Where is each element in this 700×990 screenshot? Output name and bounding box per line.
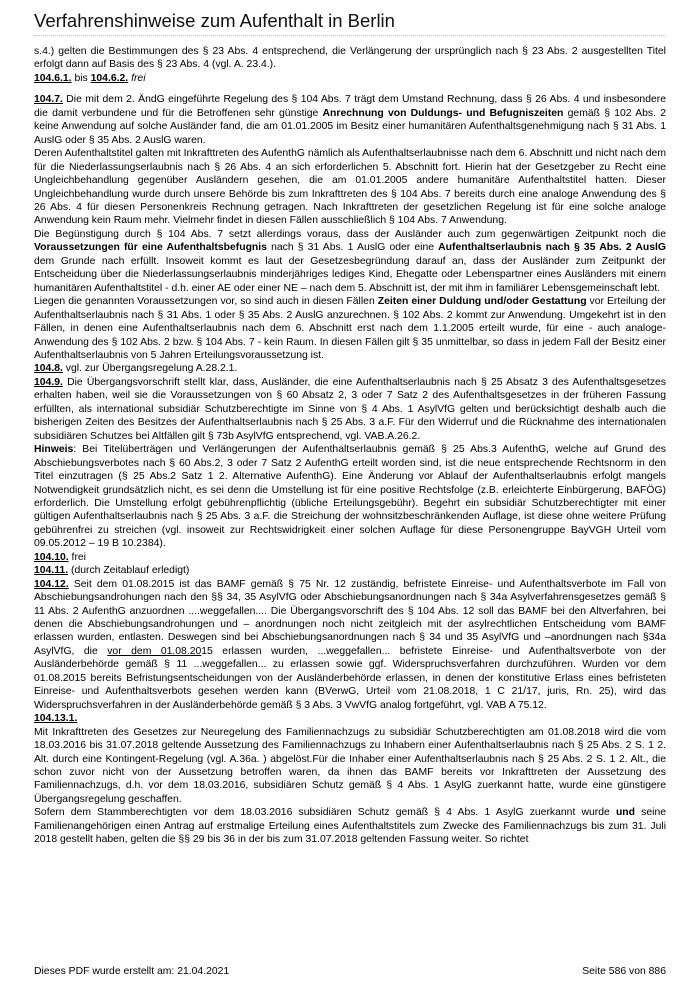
text-run: (durch Zeitablauf erledigt) (68, 565, 190, 577)
text-run: vor Erteilung der Aufenthaltserlaubnis nach § 31 Abs. 1 oder § 35 Abs. 2 AuslG anzurechnen. § 102 Abs. 2 kommt zur Anwendung. Umgekehrt ist in den Fällen, in denen eine Aufenthaltserlaubnis nach dem 6. Abschnitt erst nach dem 1.1.2005 erteilt wurde, für eine - auch analoge- Anwendung des § 102 Abs. 2 bzw. § 104 Abs. 7 - kein Raum. In diesen Fällen gilt § 35 unmittelbar, so dass in jedem Fall der Besitz einer Aufenthaltserlaubnis von 5 Jahren Erteilungsvoraussetzung ist. (34, 296, 667, 361)
text-run: : Bei Titelüberträgen und Verlängerungen der Aufenthaltserlaubnis gemäß § 25 Abs.3 AufenthG, welche auf Grund des Abschiebungsverbotes nach § 60 Abs.2, 3 oder 7 Satz 2 AufenthG erteilt worden sind, ist die neue entsprechende Rechtsnorm in den Titel einzutragen (§ 25 Abs.2 Satz 1 2. Alternative AufenthG). Eine Änderung vor Ablauf der Aufenthaltserlaubnis erfolgt mangels Notwendigkeit grundsätzlich nicht, es sei denn die Umstellung ist für eine positive Rechtsfolge (z.B. erleichterte Einbürgerung, BAFÖG) erforderlich. Die Umstellung erfolgt gebührenpflichtig (übliche Erteilungsgebühr). Begehrt ein subsidiär Schutzberechtigter mit einer gültigen Aufenthaltserlaubnis nach § 25 Abs. 3 a.F. die Streichung der wohnsitzbeschränkenden Auflage, ist diese ohne weitere Prüfung gebührenfrei zu streichen (vgl. insoweit zur Rechtswidrigkeit einer solchen Auflage für diese Personengruppe BayVGH Urteil vom 09.05.2012 – 19 B 10.2384). (34, 444, 666, 550)
paragraph (34, 726, 666, 807)
paragraph (34, 806, 666, 846)
paragraph (34, 228, 666, 295)
paragraph (34, 295, 666, 362)
text-run: 15 erlassen wurden, ...weggefallen... befristete Einreise- und Aufenthaltsverbote von der Ausländerbehörde gemäß § 11 ...weggefallen... zu erlassen sowie ggf. Widerspruchsverfahren durchzuführen. Wurden vor dem 01.08.2015 bereits Befristungsentscheidungen von der Ausländerbehörde erlassen, in denen der konstitutive Erlass eines befristeten Einreise- und Aufenthaltsverbots gesehen werden kann (BVerwG, Urteil vom 21.08.2018, 1 C 21/17, juris, Rn. 25), wird das Widerspruchsverfahren in der Ausländerbehörde gemäß § 3 Abs. 3 VwVfG analog fortgeführt, vgl. VAB A 75.12. (34, 645, 667, 711)
page-footer (34, 966, 666, 977)
text-run: Liegen die genannten Voraussetzungen vor, so sind auch in diesen Fällen (34, 296, 378, 308)
section-reference: 104.12. (34, 578, 69, 590)
section-reference: 104.8. (34, 363, 63, 375)
paragraph (34, 578, 666, 713)
italic-text: frei (131, 72, 146, 84)
document-body (34, 45, 666, 847)
section-reference: 104.13.1. (34, 713, 78, 725)
paragraph (34, 147, 666, 228)
paragraph (34, 712, 666, 725)
section-reference: 104.9. (34, 376, 63, 388)
text-run: nach § 31 Abs. 1 AuslG oder eine (266, 242, 439, 254)
paragraph (34, 45, 666, 72)
paragraph (34, 564, 666, 577)
text-run: frei (68, 551, 86, 563)
paragraph (34, 376, 666, 443)
creation-date: Dieses PDF wurde erstellt am: 21.04.2021 (34, 966, 230, 977)
bold-text: Aufenthaltserlaubnis nach § 35 Abs. 2 AuslG (438, 242, 666, 254)
page-title: Verfahrenshinweise zum Aufenthalt in Berlin (34, 10, 666, 36)
underlined-text: vor dem 01.08.20 (107, 645, 202, 657)
paragraph (34, 551, 666, 564)
text-run: gemäß § 102 Abs. 2 keine Anwendung auf solche Ausländer fand, die am 01.01.2005 im Besitz einer humanitären Aufenthaltsgenehmigung nach § 31 Abs. 1 AuslG oder § 35 Abs. 2 AuslG waren. (34, 107, 666, 146)
text-run: Die Begünstigung durch § 104 Abs. 7 setzt allerdings voraus, dass der Ausländer auch zum gegenwärtigen Zeitpunkt noch die (34, 228, 666, 240)
text-run: bis (71, 72, 91, 84)
paragraph (34, 72, 666, 85)
bold-text: Hinweis (34, 444, 74, 456)
section-reference: 104.10. (34, 551, 69, 563)
paragraph (34, 93, 666, 147)
section-reference: 104.7. (34, 94, 63, 106)
bold-text: Anrechnung von Duldungs- und Befugniszeiten (322, 107, 564, 119)
text-run: Mit Inkrafttreten des Gesetzes zur Neuregelung des Familiennachzugs zu subsidiär Schutzberechtigten am 01.08.2018 wird die vom 18.03.2016 bis 31.07.2018 geltende Aussetzung des Familiennachzugs zu Inhabern einer Aufenthaltserlaubnis nach § 25 Abs. 2 S. 1 2. Alt. durch eine Kontingent-Regelung (vgl. A.36a. ) abgelöst.Für die Inhaber einer Aufenthaltserlaubnis nach § 25 Abs. 2 S. 1 2. Alt., die schon zuvor nicht von der Aussetzung betroffen waren, da ihnen das BAMF bereits vor Inkrafttreten der Aussetzung des Familiennachzugs, d.h. vor dem 18.03.2016, subsidiären Schutz gemäß § 4 Abs. 1 AsylG zuerkannt hatte, wurde eine günstigere Übergangsregelung geschaffen. (34, 726, 666, 805)
paragraph (34, 443, 666, 551)
text-run: Sofern dem Stammberechtigten vor dem 18.03.2016 subsidiären Schutz gemäß § 4 Abs. 1 AsylG zuerkannt wurde (34, 807, 616, 819)
text-run: Deren Aufenthaltstitel galten mit Inkrafttreten des AufenthG nämlich als Aufenthaltserlaubnisse nach dem 6. Abschnitt und nicht nach dem für die Niederlassungserlaubnis nach § 26 Abs. 4 an sich erforderlichen 5. Abschnitt fort. Hierin hat der Gesetzgeber zu Recht eine Ungleichbehandlung gegenüber Ausländern gesehen, die am 01.01.2005 andere humanitäre Aufenthaltstitel hatten. Dieser Ungleichbehandlung wurde durch unsere Behörde bis zum Inkrafttreten des § 104 Abs. 7 bereits durch eine analoge Anwendung des § 26 Abs. 4 für diesen Personenkreis Rechnung getragen. Nach Inkrafttreten der gesetzlichen Regelung ist für eine solche analoge Anwendung kein Raum mehr. Vielmehr findet in diesen Fällen ausschließlich § 104 Abs. 7 Anwendung. (34, 148, 666, 227)
text-run: vgl. zur Übergangsregelung A.28.2.1. (62, 363, 238, 375)
bold-text: und (615, 807, 635, 819)
section-reference: 104.6.1. (34, 72, 72, 84)
text-run: dem Grunde nach erfüllt. Insoweit kommt es laut der Gesetzesbegründung darauf an, dass der Ausländer zum Zeitpunkt der Entscheidung über die Niederlassungserlaubnis minderjähriges lediges Kind, Ehegatte oder Lebenspartner eines Ausländers mit einem humanitären Aufenthaltstitel - d.h. einer AE oder einer NE – nach dem 5. Abschnitt ist, der mit ihm in familiärer Lebensgemeinschaft lebt. (34, 255, 666, 294)
text-run: Seit dem 01.08.2015 ist das BAMF gemäß § 75 Nr. 12 zuständig, befristete Einreise- und Aufenthaltsverbote im Fall von Abschiebungsandrohungen nach den §§ 34, 35 AsylVfG oder Abschiebungsanordnungen nach § 34a Asylverfahrensgesetzes gemäß § 11 Abs. 2 AufenthG anzuordnen ....weggefallen.... Die Übergangsvorschrift des § 104 Abs. 12 soll das BAMF bei den Altverfahren, bei denen die Abschiebungsandrohungen und – anordnungen noch nicht zeitgleich mit der asylrechtlichen Entscheidung vom BAMF erlassen wurden, entlasten. Deswegen sind bei Abschiebungsanordnungen nach § 34 und 35 AsylVfG und –anordnungen nach §34a AsylVfG, die (34, 578, 666, 657)
page-number: Seite 586 von 886 (582, 966, 666, 977)
text-run: s.4.) gelten die Bestimmungen des § 23 Abs. 4 entsprechend, die Verlängerung der ursprünglich nach § 23 Abs. 2 ausgestellten Titel erfolgt dann auf Basis des § 23 Abs. 4 (vgl. A. 23.4.). (34, 46, 666, 71)
section-reference: 104.11. (34, 565, 69, 577)
text-run: Die Übergangsvorschrift stellt klar, dass, Ausländer, die eine Aufenthaltserlaubnis nach § 25 Absatz 3 des Aufenthaltsgesetzes erhalten haben, weil sie die Voraussetzungen von § 60 Absatz 2, 3 oder 7 Satz 2 des Aufenthaltsgesetzes in der früheren Fassung erfüllten, als international subsidiär Schutzberechtigte im Sinne von § 4 Abs. 1 AsylVfG gelten und berücksichtigt deshalb auch die bisherigen Zeiten des Besitzes der Aufenthaltserlaubnis nach § 25 Abs. 3 a.F. Für den Widerruf und die Rücknahme des internationalen subsidiären Schutzes bei Altfällen gilt § 73b AsylVfG entsprechend, vgl. VAB.A.26.2. (34, 376, 666, 442)
bold-text: Zeiten einer Duldung und/oder Gestattung (377, 296, 587, 308)
section-reference: 104.6.2. (90, 72, 129, 84)
text-run: seine Familienangehörigen einen Antrag auf erstmalige Erteilung eines Aufenthaltstitels zum Zwecke des Familiennachzugs bis zum 31. Juli 2018 gestellt haben, gelten die §§ 29 bis 36 in der bis zum 31.07.2018 geltenden Fassung weiter. So richtet (34, 807, 666, 846)
bold-text: Voraussetzungen für eine Aufenthaltsbefugnis (34, 242, 267, 254)
paragraph (34, 362, 666, 375)
text-run: Die mit dem 2. ÄndG eingeführte Regelung des § 104 Abs. 7 trägt dem Umstand Rechnung, dass § 26 Abs. 4 und insbesondere die damit verbundene und für die Betroffenen sehr günstige (34, 94, 666, 119)
